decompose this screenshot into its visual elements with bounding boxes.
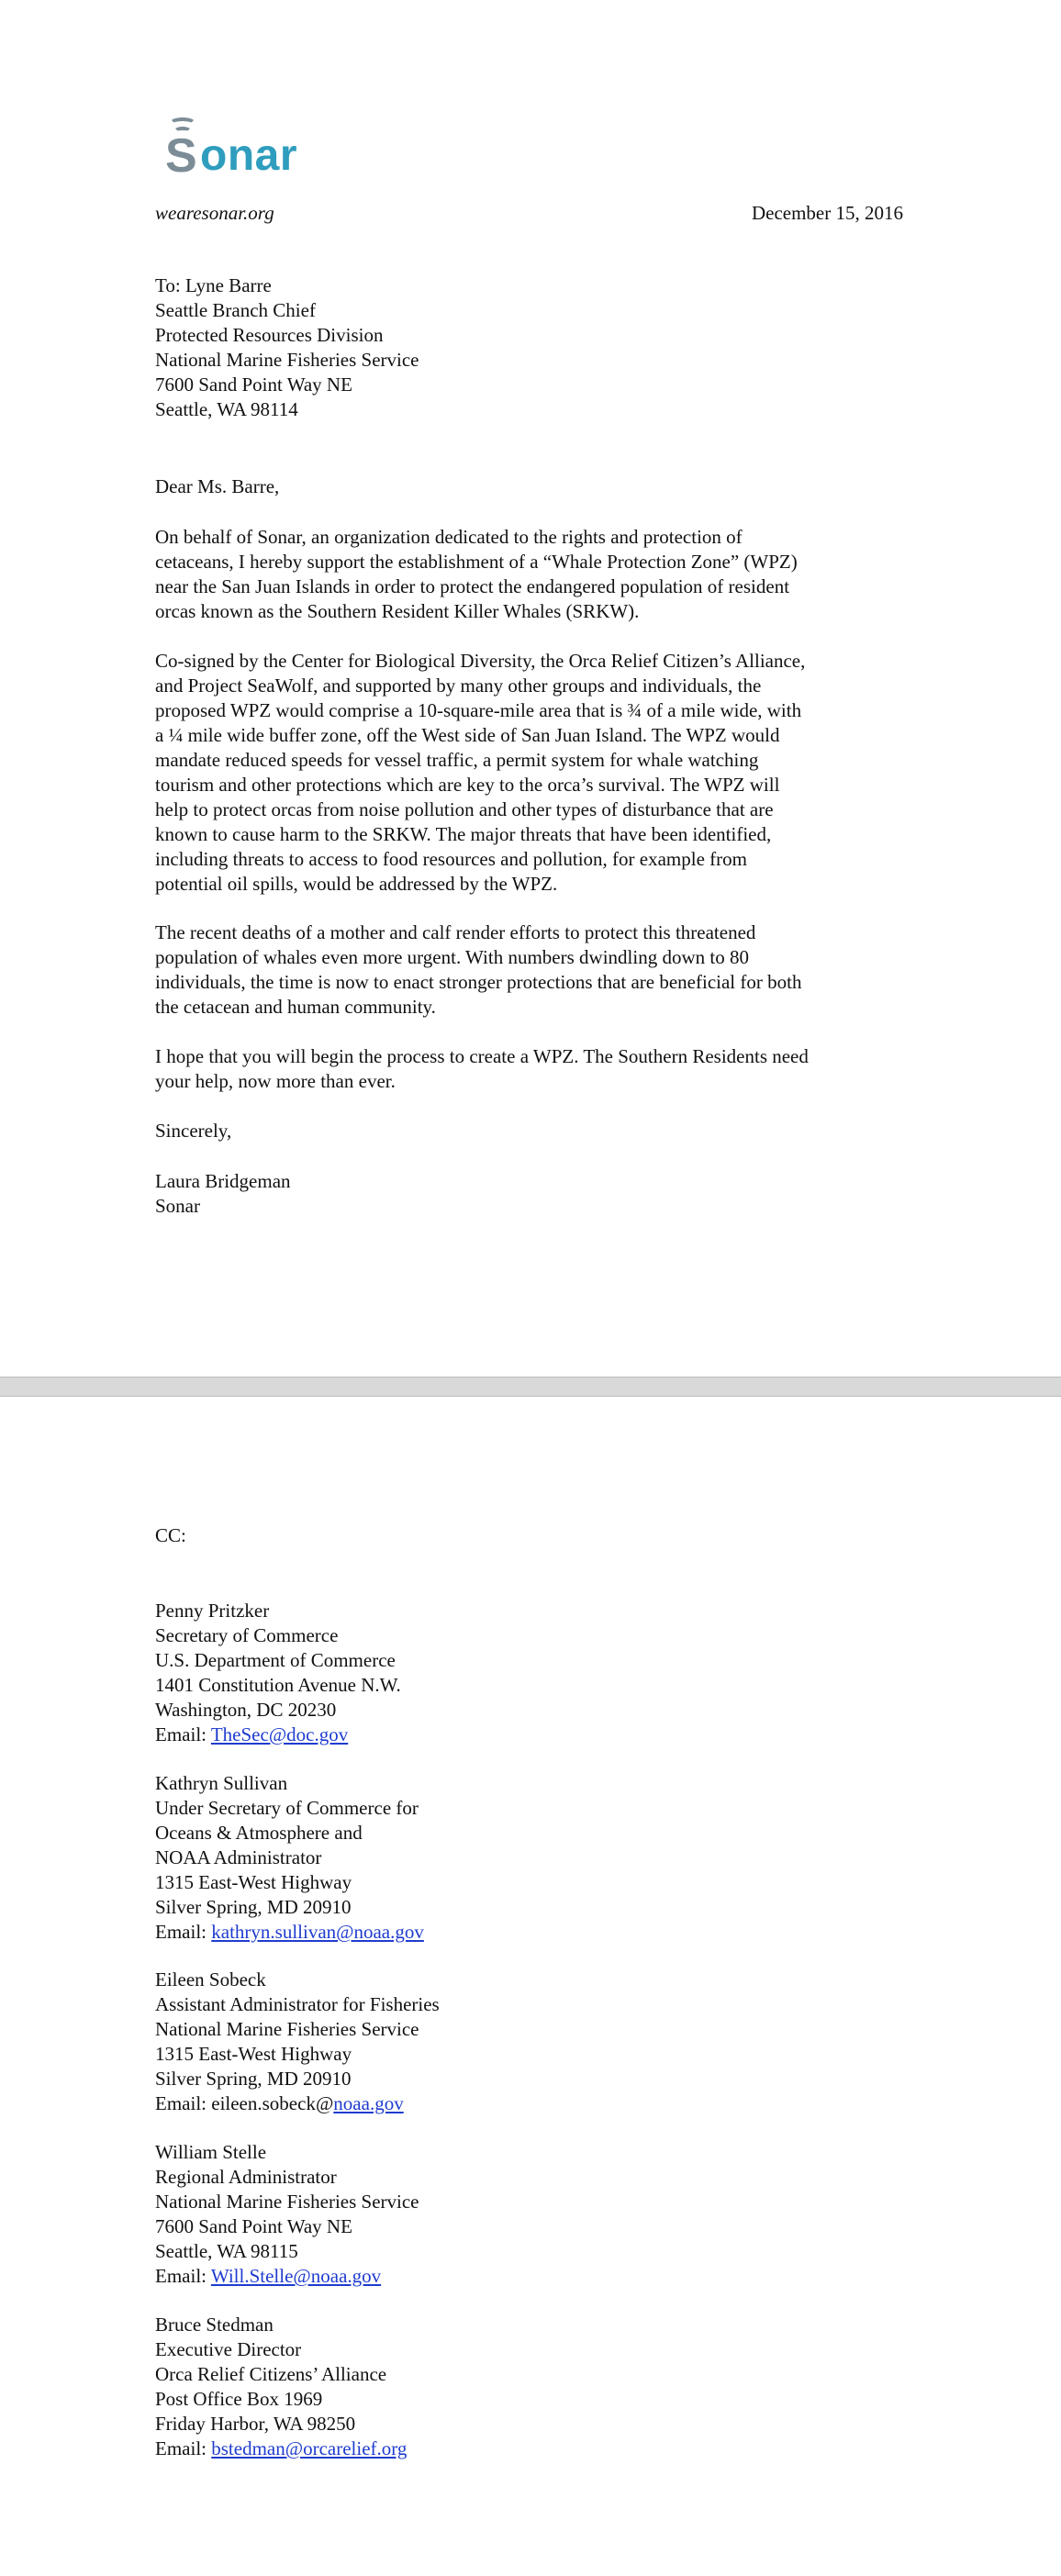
cc-label: CC: [155, 1524, 186, 1546]
email-link[interactable]: bstedman@orcarelief.org [211, 2437, 408, 2459]
email-link[interactable]: kathryn.sullivan@noaa.gov [211, 1921, 424, 1943]
body-paragraph-4: I hope that you will begin the process to create a WPZ. The Southern Residents need your help, now more than ever. [155, 1045, 809, 1092]
email-line: Email: TheSec@doc.gov [155, 1723, 349, 1745]
salutation: Dear Ms. Barre, [155, 475, 280, 497]
recipient-address [155, 273, 917, 422]
logo-text: onar [200, 130, 298, 180]
cc-contact: Kathryn Sullivan Under Secretary of Commerce for Oceans & Atmosphere and NOAA Administrator 1315 East-West Highway Silver Spring, MD 20910 Email: kathryn.sullivan@noaa.gov [155, 1771, 917, 1945]
email-line: Email: eileen.sobeck@noaa.gov [155, 2092, 404, 2114]
address-line: 7600 Sand Point Way NE [155, 374, 352, 396]
cc-contact: William Stelle Regional Administrator National Marine Fisheries Service 7600 Sand Point Way NE Seattle, WA 98115 Email: Will.Stelle@noaa.gov [155, 2140, 917, 2289]
body-paragraph-3: The recent deaths of a mother and calf render efforts to protect this threatened population of whales even more urgent. With numbers dwindling down to 80 individuals, the time is now to enact stronger protections that are beneficial for both the cetacean and human community. [155, 921, 802, 1018]
page-separator [0, 1377, 1061, 1397]
body-paragraph-2: Co-signed by the Center for Biological Diversity, the Orca Relief Citizen’s Alliance, and Project SeaWolf, and supported by many other groups and individuals, the proposed WPZ would comprise a 10-square-mile area that is ¾ of a mile wide, with a ¼ mile wide buffer zone, off the West side of San Juan Island. The WPZ would mandate reduced speeds for vessel traffic, a permit system for whale watching tourism and other protections which are key to the orca’s survival. The WPZ will help to protect orcas from noise pollution and other types of disturbance that are known to cause harm to the SRKW. The major threats that have been identified, including threats to access to food resources and pollution, for example from potential oil spills, would be addressed by the WPZ. [155, 650, 806, 895]
address-line: Seattle Branch Chief [155, 299, 316, 321]
website-text: wearesonar.org [155, 202, 274, 224]
email-line: Email: kathryn.sullivan@noaa.gov [155, 1921, 424, 1943]
letter-page-2 [0, 1397, 1061, 2576]
address-line: Protected Resources Division [155, 324, 384, 346]
email-link[interactable]: Will.Stelle@noaa.gov [210, 2265, 382, 2287]
closing: Sincerely, [155, 1120, 232, 1142]
email-link[interactable]: TheSec@doc.gov [210, 1723, 349, 1745]
cc-contact: Penny Pritzker Secretary of Commerce U.S. Department of Commerce 1401 Constitution Avenue N.W. Washington, DC 20230 Email: TheSec@doc.gov [155, 1599, 917, 1747]
sonar-wave-icon: S [165, 116, 200, 182]
letter-date: December 15, 2016 [751, 202, 903, 224]
email-line: Email: bstedman@orcarelief.org [155, 2437, 408, 2459]
email-link[interactable]: noaa.gov [333, 2092, 404, 2114]
body-paragraph-1: On behalf of Sonar, an organization dedicated to the rights and protection of cetaceans, I hereby support the establishment of a “Whale Protection Zone” (WPZ) near the San Juan Islands in order to protect the endangered population of resident orcas known as the Southern Resident Killer Whales (SRKW). [155, 526, 798, 622]
email-line: Email: Will.Stelle@noaa.gov [155, 2265, 382, 2287]
cc-contact: Bruce Stedman Executive Director Orca Relief Citizens’ Alliance Post Office Box 1969 Friday Harbor, WA 98250 Email: bstedman@orcarelief.org [155, 2313, 917, 2461]
address-line: Seattle, WA 98114 [155, 398, 298, 420]
signature [155, 1169, 917, 1219]
address-line: National Marine Fisheries Service [155, 349, 419, 371]
signature-org: Sonar [155, 1195, 200, 1217]
address-line: To: Lyne Barre [155, 274, 272, 296]
signature-name: Laura Bridgeman [155, 1170, 291, 1192]
cc-contact: Eileen Sobeck Assistant Administrator for Fisheries National Marine Fisheries Service 1315 East-West Highway Silver Spring, MD 20910 Email: eileen.sobeck@noaa.gov [155, 1968, 917, 2116]
sonar-logo [165, 112, 297, 185]
